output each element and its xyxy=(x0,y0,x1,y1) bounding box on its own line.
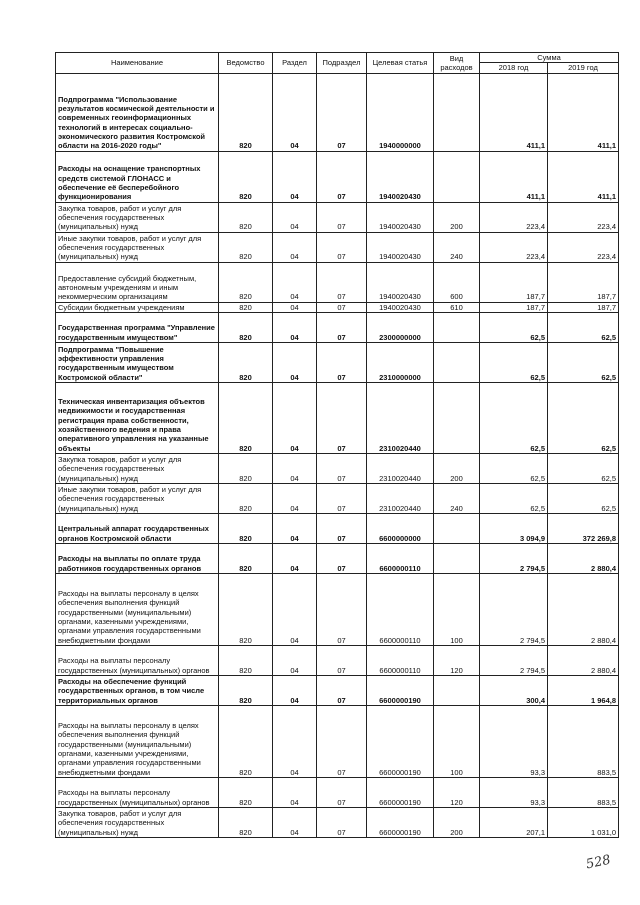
cell-name: Предоставление субсидий бюджетным, автономным учреждениям и иным некоммерческим организациям xyxy=(56,262,219,302)
cell-subsection: 07 xyxy=(317,807,367,837)
cell-name: Закупка товаров, работ и услуг для обеспечения государственных (муниципальных) нужд xyxy=(56,453,219,483)
cell-department: 820 xyxy=(219,302,273,312)
cell-expense-type: 240 xyxy=(434,232,480,262)
cell-sum-2019: 883,5 xyxy=(548,705,619,777)
cell-target-item: 2310020440 xyxy=(367,483,434,513)
cell-name: Расходы на обеспечение функций государственных органов, в том числе территориальных органов xyxy=(56,675,219,705)
cell-section: 04 xyxy=(273,232,317,262)
cell-department: 820 xyxy=(219,777,273,807)
cell-section: 04 xyxy=(273,382,317,453)
cell-target-item: 6600000000 xyxy=(367,513,434,543)
cell-subsection: 07 xyxy=(317,202,367,232)
table-row xyxy=(56,342,619,382)
table-row xyxy=(56,543,619,573)
table-row xyxy=(56,262,619,302)
cell-section: 04 xyxy=(273,151,317,202)
cell-name: Расходы на выплаты персоналу государственных (муниципальных) органов xyxy=(56,645,219,675)
cell-target-item: 1940020430 xyxy=(367,202,434,232)
cell-target-item: 2310020440 xyxy=(367,453,434,483)
cell-name: Расходы на оснащение транспортных средств системой ГЛОНАСС и обеспечение её бесперебойного функционирования xyxy=(56,151,219,202)
cell-expense-type xyxy=(434,73,480,151)
cell-sum-2018: 62,5 xyxy=(480,382,548,453)
header-subsection: Подраздел xyxy=(317,53,367,74)
cell-sum-2018: 93,3 xyxy=(480,777,548,807)
cell-target-item: 6600000190 xyxy=(367,705,434,777)
header-name: Наименование xyxy=(56,53,219,74)
table-row xyxy=(56,382,619,453)
cell-section: 04 xyxy=(273,342,317,382)
cell-expense-type xyxy=(434,151,480,202)
cell-sum-2018: 62,5 xyxy=(480,483,548,513)
cell-name: Закупка товаров, работ и услуг для обеспечения государственных (муниципальных) нужд xyxy=(56,807,219,837)
cell-department: 820 xyxy=(219,73,273,151)
cell-sum-2018: 223,4 xyxy=(480,202,548,232)
header-year-2018: 2018 год xyxy=(480,63,548,73)
cell-sum-2018: 3 094,9 xyxy=(480,513,548,543)
table-row xyxy=(56,453,619,483)
cell-target-item: 6600000110 xyxy=(367,573,434,645)
cell-sum-2018: 187,7 xyxy=(480,302,548,312)
cell-expense-type: 120 xyxy=(434,777,480,807)
table-row xyxy=(56,807,619,837)
cell-section: 04 xyxy=(273,312,317,342)
cell-sum-2018: 411,1 xyxy=(480,151,548,202)
cell-sum-2019: 1 031,0 xyxy=(548,807,619,837)
cell-department: 820 xyxy=(219,705,273,777)
cell-target-item: 6600000110 xyxy=(367,645,434,675)
table-body xyxy=(56,73,619,837)
cell-expense-type xyxy=(434,382,480,453)
cell-subsection: 07 xyxy=(317,777,367,807)
cell-name: Расходы на выплаты по оплате труда работников государственных органов xyxy=(56,543,219,573)
cell-target-item: 2310000000 xyxy=(367,342,434,382)
cell-sum-2019: 411,1 xyxy=(548,73,619,151)
table-row xyxy=(56,151,619,202)
cell-name: Расходы на выплаты персоналу государственных (муниципальных) органов xyxy=(56,777,219,807)
table-row xyxy=(56,645,619,675)
cell-expense-type: 120 xyxy=(434,645,480,675)
budget-table xyxy=(55,52,619,838)
cell-section: 04 xyxy=(273,202,317,232)
cell-department: 820 xyxy=(219,151,273,202)
cell-department: 820 xyxy=(219,232,273,262)
cell-expense-type xyxy=(434,342,480,382)
cell-subsection: 07 xyxy=(317,675,367,705)
cell-subsection: 07 xyxy=(317,312,367,342)
cell-sum-2018: 93,3 xyxy=(480,705,548,777)
cell-department: 820 xyxy=(219,543,273,573)
cell-target-item: 1940020430 xyxy=(367,302,434,312)
cell-sum-2019: 62,5 xyxy=(548,483,619,513)
cell-subsection: 07 xyxy=(317,382,367,453)
cell-sum-2019: 411,1 xyxy=(548,151,619,202)
cell-subsection: 07 xyxy=(317,73,367,151)
cell-section: 04 xyxy=(273,73,317,151)
cell-section: 04 xyxy=(273,645,317,675)
cell-sum-2019: 1 964,8 xyxy=(548,675,619,705)
cell-target-item: 2300000000 xyxy=(367,312,434,342)
table-row xyxy=(56,73,619,151)
cell-name: Подпрограмма "Повышение эффективности управления государственным имуществом Костромской области" xyxy=(56,342,219,382)
cell-subsection: 07 xyxy=(317,342,367,382)
cell-section: 04 xyxy=(273,573,317,645)
cell-expense-type: 200 xyxy=(434,202,480,232)
cell-section: 04 xyxy=(273,453,317,483)
cell-department: 820 xyxy=(219,645,273,675)
cell-sum-2019: 62,5 xyxy=(548,453,619,483)
cell-name: Государственная программа "Управление государственным имуществом" xyxy=(56,312,219,342)
cell-name: Техническая инвентаризация объектов недвижимости и государственная регистрация права собственности, хозяйственного ведения и права оперативного управления на указанные объекты xyxy=(56,382,219,453)
cell-section: 04 xyxy=(273,543,317,573)
header-sum: Сумма xyxy=(480,53,619,63)
cell-section: 04 xyxy=(273,675,317,705)
cell-name: Иные закупки товаров, работ и услуг для обеспечения государственных (муниципальных) нужд xyxy=(56,232,219,262)
cell-target-item: 6600000190 xyxy=(367,807,434,837)
cell-section: 04 xyxy=(273,483,317,513)
cell-name: Расходы на выплаты персоналу в целях обеспечения выполнения функций государственными (муниципальными) органами, казенными учреждениями, органами управления государственными внебюджетными фондами xyxy=(56,573,219,645)
cell-sum-2018: 2 794,5 xyxy=(480,573,548,645)
cell-department: 820 xyxy=(219,312,273,342)
table-row xyxy=(56,705,619,777)
cell-expense-type: 240 xyxy=(434,483,480,513)
cell-section: 04 xyxy=(273,302,317,312)
cell-department: 820 xyxy=(219,573,273,645)
cell-subsection: 07 xyxy=(317,513,367,543)
cell-expense-type xyxy=(434,675,480,705)
header-target-item: Целевая статья xyxy=(367,53,434,74)
cell-target-item: 1940020430 xyxy=(367,151,434,202)
cell-sum-2018: 300,4 xyxy=(480,675,548,705)
cell-sum-2019: 62,5 xyxy=(548,382,619,453)
cell-sum-2019: 2 880,4 xyxy=(548,543,619,573)
cell-sum-2019: 372 269,8 xyxy=(548,513,619,543)
cell-expense-type: 100 xyxy=(434,573,480,645)
cell-department: 820 xyxy=(219,202,273,232)
cell-sum-2019: 2 880,4 xyxy=(548,573,619,645)
cell-section: 04 xyxy=(273,777,317,807)
cell-target-item: 1940000000 xyxy=(367,73,434,151)
table-row xyxy=(56,675,619,705)
cell-subsection: 07 xyxy=(317,483,367,513)
cell-expense-type xyxy=(434,543,480,573)
header-expense-type: Вид расходов xyxy=(434,53,480,74)
cell-department: 820 xyxy=(219,513,273,543)
cell-section: 04 xyxy=(273,807,317,837)
cell-name: Расходы на выплаты персоналу в целях обеспечения выполнения функций государственными (муниципальными) органами, казенными учреждениями, органами управления государственными внебюджетными фондами xyxy=(56,705,219,777)
table-row xyxy=(56,483,619,513)
cell-target-item: 6600000190 xyxy=(367,675,434,705)
cell-department: 820 xyxy=(219,675,273,705)
cell-section: 04 xyxy=(273,705,317,777)
table-row xyxy=(56,202,619,232)
cell-sum-2018: 62,5 xyxy=(480,342,548,382)
cell-target-item: 6600000190 xyxy=(367,777,434,807)
cell-target-item: 1940020430 xyxy=(367,262,434,302)
cell-sum-2018: 62,5 xyxy=(480,312,548,342)
cell-department: 820 xyxy=(219,807,273,837)
cell-subsection: 07 xyxy=(317,232,367,262)
cell-target-item: 2310020440 xyxy=(367,382,434,453)
cell-sum-2019: 62,5 xyxy=(548,342,619,382)
cell-department: 820 xyxy=(219,382,273,453)
cell-sum-2019: 187,7 xyxy=(548,262,619,302)
cell-subsection: 07 xyxy=(317,453,367,483)
cell-sum-2018: 2 794,5 xyxy=(480,645,548,675)
page-number: 528 xyxy=(584,852,613,873)
cell-name: Центральный аппарат государственных органов Костромской области xyxy=(56,513,219,543)
cell-sum-2018: 207,1 xyxy=(480,807,548,837)
cell-sum-2019: 2 880,4 xyxy=(548,645,619,675)
cell-target-item: 6600000110 xyxy=(367,543,434,573)
table-row xyxy=(56,312,619,342)
cell-expense-type: 200 xyxy=(434,453,480,483)
table-row xyxy=(56,573,619,645)
cell-section: 04 xyxy=(273,513,317,543)
cell-department: 820 xyxy=(219,453,273,483)
cell-sum-2019: 223,4 xyxy=(548,202,619,232)
cell-sum-2019: 187,7 xyxy=(548,302,619,312)
cell-subsection: 07 xyxy=(317,151,367,202)
cell-sum-2018: 62,5 xyxy=(480,453,548,483)
cell-expense-type: 200 xyxy=(434,807,480,837)
cell-sum-2018: 187,7 xyxy=(480,262,548,302)
cell-name: Закупка товаров, работ и услуг для обеспечения государственных (муниципальных) нужд xyxy=(56,202,219,232)
cell-expense-type: 610 xyxy=(434,302,480,312)
cell-subsection: 07 xyxy=(317,573,367,645)
cell-subsection: 07 xyxy=(317,645,367,675)
cell-subsection: 07 xyxy=(317,705,367,777)
cell-section: 04 xyxy=(273,262,317,302)
table-row xyxy=(56,232,619,262)
cell-expense-type: 600 xyxy=(434,262,480,302)
cell-name: Подпрограмма "Использование результатов космической деятельности и современных геоинформационных технологий в интересах социально-экономического развития Костромской области на 2016-2020 годы" xyxy=(56,73,219,151)
header-department: Ведомство xyxy=(219,53,273,74)
cell-target-item: 1940020430 xyxy=(367,232,434,262)
cell-sum-2019: 62,5 xyxy=(548,312,619,342)
cell-name: Иные закупки товаров, работ и услуг для обеспечения государственных (муниципальных) нужд xyxy=(56,483,219,513)
cell-subsection: 07 xyxy=(317,543,367,573)
cell-department: 820 xyxy=(219,342,273,382)
cell-subsection: 07 xyxy=(317,262,367,302)
cell-expense-type xyxy=(434,312,480,342)
cell-subsection: 07 xyxy=(317,302,367,312)
header-year-2019: 2019 год xyxy=(548,63,619,73)
cell-name: Субсидии бюджетным учреждениям xyxy=(56,302,219,312)
cell-sum-2019: 223,4 xyxy=(548,232,619,262)
cell-sum-2018: 2 794,5 xyxy=(480,543,548,573)
cell-department: 820 xyxy=(219,262,273,302)
cell-sum-2018: 411,1 xyxy=(480,73,548,151)
table-row xyxy=(56,302,619,312)
cell-expense-type xyxy=(434,513,480,543)
cell-department: 820 xyxy=(219,483,273,513)
table-row xyxy=(56,513,619,543)
cell-expense-type: 100 xyxy=(434,705,480,777)
header-section: Раздел xyxy=(273,53,317,74)
table-row xyxy=(56,777,619,807)
cell-sum-2018: 223,4 xyxy=(480,232,548,262)
cell-sum-2019: 883,5 xyxy=(548,777,619,807)
